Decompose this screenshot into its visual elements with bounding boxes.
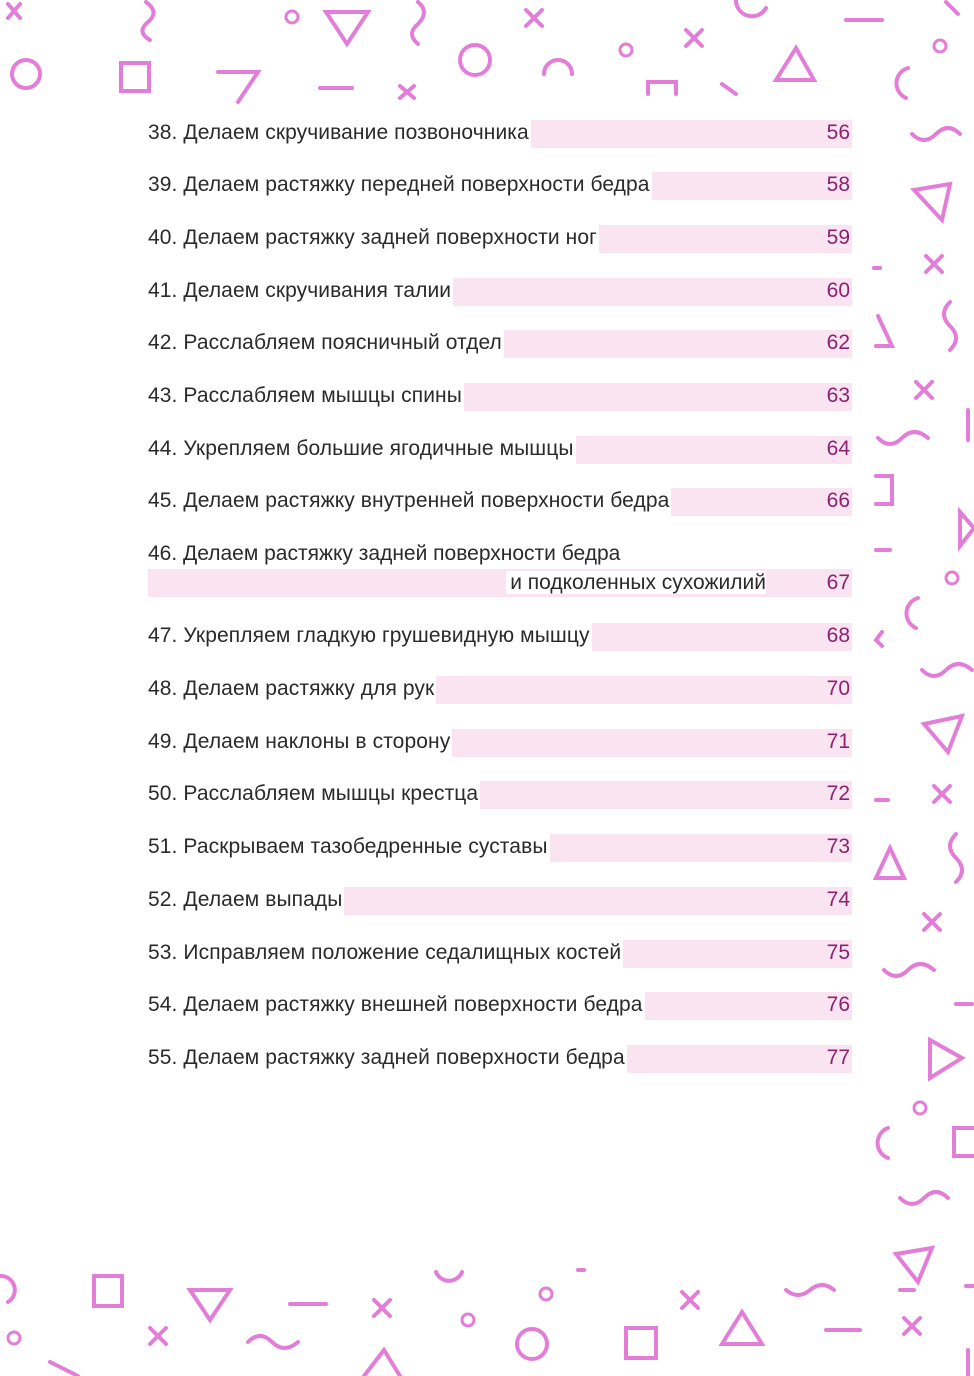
entry-title: 43. Расслабляем мышцы спины: [148, 381, 464, 411]
entry-page-number: 71: [826, 730, 850, 753]
toc-entry[interactable]: [148, 434, 852, 464]
entry-title-line2: и подколенных сухожилий: [506, 571, 766, 594]
toc-entry[interactable]: [148, 223, 852, 253]
entry-title: 41. Делаем скручивания талии: [148, 276, 453, 306]
toc-entry[interactable]: [148, 990, 852, 1020]
entry-page-number: 77: [826, 1046, 850, 1069]
toc-entry[interactable]: [148, 118, 852, 148]
entry-page-number: 58: [826, 173, 850, 196]
toc-entry[interactable]: [148, 276, 852, 306]
entry-title-line1: 46. Делаем растяжку задней поверхности бедра: [148, 542, 621, 565]
entry-title: 54. Делаем растяжку внешней поверхности бедра: [148, 990, 645, 1020]
entry-title: 55. Делаем растяжку задней поверхности бедра: [148, 1043, 627, 1073]
entry-title: 49. Делаем наклоны в сторону: [148, 727, 452, 757]
entry-title: 38. Делаем скручивание позвоночника: [148, 118, 531, 148]
entry-page-number: 68: [826, 624, 850, 647]
entry-title-line2-wrap: [148, 568, 766, 598]
toc-entry[interactable]: [148, 170, 852, 200]
toc-entry[interactable]: [148, 832, 852, 862]
entry-page-number: 59: [826, 226, 850, 249]
toc-entry[interactable]: [148, 727, 852, 757]
entry-title: 44. Укрепляем большие ягодичные мышцы: [148, 434, 576, 464]
entry-page-number: 73: [826, 835, 850, 858]
entry-page-number: 63: [826, 384, 850, 407]
entry-page-number: 67: [826, 571, 850, 594]
entry-page-number: 64: [826, 437, 850, 460]
entry-page-number: 74: [826, 888, 850, 911]
toc-entry[interactable]: [148, 674, 852, 704]
toc-entry[interactable]: [148, 621, 852, 651]
entry-page-number: 76: [826, 993, 850, 1016]
entry-title: 39. Делаем растяжку передней поверхности бедра: [148, 170, 652, 200]
toc-entry[interactable]: [148, 885, 852, 915]
entry-title: 42. Расслабляем поясничный отдел: [148, 328, 504, 358]
entry-title: 45. Делаем растяжку внутренней поверхности бедра: [148, 486, 671, 516]
entry-page-number: 70: [826, 677, 850, 700]
toc-entry[interactable]: [148, 486, 852, 516]
entry-title: 40. Делаем растяжку задней поверхности ног: [148, 223, 599, 253]
toc-entry[interactable]: [148, 1043, 852, 1073]
entry-page-number: 62: [826, 331, 850, 354]
entry-page-number: 72: [826, 782, 850, 805]
entry-page-number: 75: [826, 941, 850, 964]
toc-entry[interactable]: [148, 938, 852, 968]
entry-page-number: 60: [826, 279, 850, 302]
toc-entry[interactable]: [148, 779, 852, 809]
entry-title: 48. Делаем растяжку для рук: [148, 674, 436, 704]
toc-entry[interactable]: [148, 381, 852, 411]
entry-title: 53. Исправляем положение седалищных костей: [148, 938, 623, 968]
entry-title: 50. Расслабляем мышцы крестца: [148, 779, 480, 809]
entry-page-number: 56: [826, 121, 850, 144]
entry-title: 47. Укрепляем гладкую грушевидную мышцу: [148, 621, 592, 651]
toc-entry[interactable]: [148, 539, 852, 599]
entry-page-number: 66: [826, 489, 850, 512]
entry-title: 51. Раскрываем тазобедренные суставы: [148, 832, 550, 862]
toc-entry[interactable]: [148, 328, 852, 358]
entry-title: 52. Делаем выпады: [148, 885, 344, 915]
